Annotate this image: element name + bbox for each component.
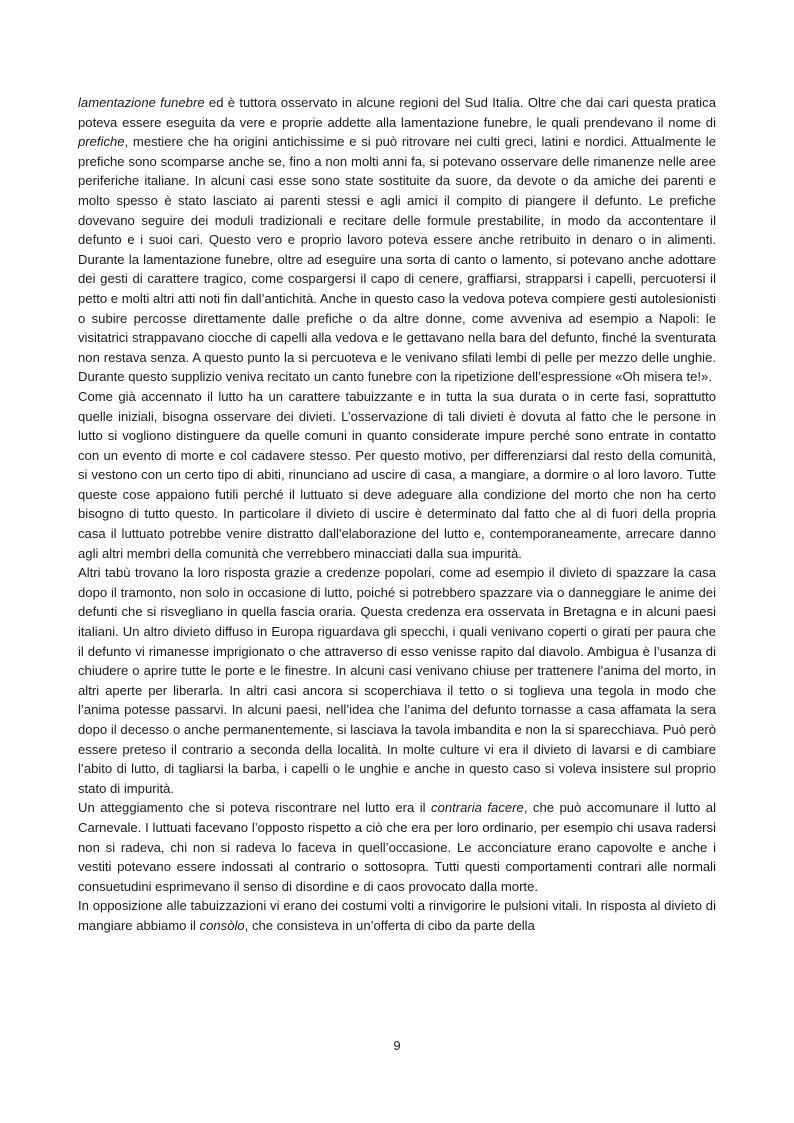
italic-term: prefiche	[78, 134, 125, 150]
paragraph-text: , che consisteva in un’offerta di cibo da parte della	[244, 917, 535, 933]
paragraph-contraria-facere	[78, 798, 716, 896]
paragraph-prefiche	[78, 93, 716, 387]
paragraph-text: , mestiere che ha origini antichissime e si può ritrovare nei culti greci, latini e nordici. Attualmente le prefiche sono scomparse anche se, fino a non molti anni fa, si potevano osservare delle rimanenze nelle aree periferiche italiane. In alcuni casi esse sono state sostituite da suore, da devote o da amiche dei parenti e molto spesso è stato lasciato ai parenti stessi e agli amici il compito di piangere il defunto. Le prefiche dovevano seguire dei moduli tradizionali e recitare delle formule prestabilite, in modo da accontentare il defunto e i suoi cari. Questo vero e proprio lavoro poteva essere anche retribuito in denaro o in alimenti. Durante la lamentazione funebre, oltre ad eseguire una sorta di canto o lamento, si potevano anche adottare dei gesti di carattere tragico, come cospargersi il capo di cenere, graffiarsi, strapparsi i capelli, percuotersi il petto e molti altri atti noti fin dall’antichità. Anche in questo caso la vedova poteva compiere gesti autolesionisti o subire percosse direttamente dalle prefiche o da altre donne, come avveniva ad esempio a Napoli: le visitatrici strappavano ciocche di capelli alla vedova e le gettavano nella bara del defunto, finché la sventurata non restava senza. A questo punto la si percuoteva e le venivano sfilati lembi di pelle per mezzo delle unghie. Durante questo supplizio veniva recitato un canto funebre con la ripetizione dell’espressione «Oh misera te!».	[78, 134, 716, 385]
italic-term: contraria facere	[431, 800, 524, 816]
paragraph-consolo	[78, 896, 716, 935]
page-body	[78, 93, 716, 936]
page-number: 9	[393, 1038, 401, 1053]
paragraph-text: Come già accennato il lutto ha un carattere tabuizzante e in tutta la sua durata o in certe fasi, soprattutto quelle iniziali, bisogna osservare dei divieti. L’osservazione di tali divieti è dovuta al fatto che le persone in lutto si vogliono distinguere da quelle comuni in quanto considerate impure perché sono entrate in contatto con un evento di morte e col cadavere stesso. Per questo motivo, per differenziarsi dal resto della comunità, si vestono con un certo tipo di abiti, rinunciano ad uscire di casa, a mangiare, a dormire o al loro lavoro. Tutte queste cose appaiono futili perché il luttuato si deve adeguare alla condizione del morto che non ha certo bisogno di tutto questo. In particolare il divieto di uscire è determinato dal fatto che al di fuori della propria casa il luttuato potrebbe venire distratto dall'elaborazione del lutto e, contemporaneamente, arrecare danno agli altri membri della comunità che verrebbero minacciati dalla sua impurità.	[78, 388, 716, 561]
paragraph-tabu	[78, 563, 716, 798]
paragraph-text: Altri tabù trovano la loro risposta grazie a credenze popolari, come ad esempio il divieto di spazzare la casa dopo il tramonto, non solo in occasione di lutto, poiché si potrebbero spazzare via o danneggiare le anime dei defunti che si risvegliano in quella fascia oraria. Questa credenza era osservata in Bretagna e in alcuni paesi italiani. Un altro divieto diffuso in Europa riguardava gli specchi, i quali venivano coperti o girati per paura che il defunto vi rimanesse imprigionato o che attraverso di esso venisse rapito dal diavolo. Ambigua è l’usanza di chiudere o aprire tutte le porte e le finestre. In alcuni casi venivano chiuse per trattenere l’anima del morto, in altri aperte per liberarla. In altri casi ancora si scoperchiava il tetto o si toglieva una tegola in modo che l’anima potesse passarvi. In alcuni paesi, nell’idea che l’anima del defunto tornasse a casa affamata la sera dopo il decesso o anche permanentemente, si lasciava la tavola imbandita e non la si sparecchiava. Può però essere preteso il contrario a seconda della località. In molte culture vi era il divieto di lavarsi e di cambiare l’abito di lutto, di tagliarsi la barba, i capelli o le unghie e anche in questo caso si voleva insistere sul proprio stato di impurità.	[78, 565, 716, 796]
paragraph-divieti	[78, 387, 716, 563]
paragraph-text: ed è tuttora osservato in alcune regioni del Sud Italia. Oltre che dai cari questa pratica poteva essere eseguita da vere e proprie addette alla lamentazione funebre, le quali prendevano il nome di	[78, 95, 717, 130]
italic-term: lamentazione funebre	[78, 95, 205, 110]
paragraph-text: , che può accomunare il lutto al Carnevale. I luttuati facevano l’opposto rispetto a ciò che era per loro ordinario, per esempio chi usava radersi non si radeva, chi non si radeva lo faceva in quell’occasione. Le acconciature erano capovolte e anche i vestiti potevano essere indossati al contrario o sottosopra. Tutti questi comportamenti contrari alle normali consuetudini esprimevano il senso di disordine e di caos provocato dalla morte.	[78, 800, 716, 894]
paragraph-text: In opposizione alle tabuizzazioni vi erano dei costumi volti a rinvigorire le pulsioni vitali. In risposta al divieto di mangiare abbiamo il	[78, 898, 716, 933]
paragraph-text: Un atteggiamento che si poteva riscontrare nel lutto era il	[78, 800, 432, 816]
italic-term: consòlo	[199, 917, 245, 933]
